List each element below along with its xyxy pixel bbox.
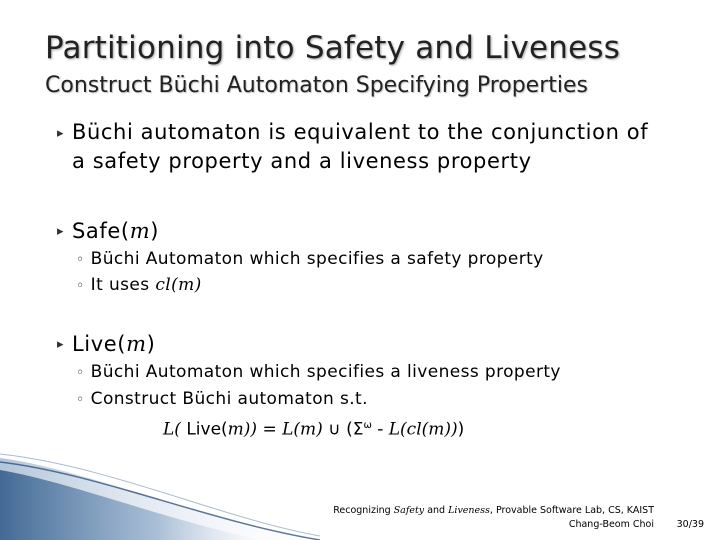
omega-superscript: ω	[363, 420, 372, 431]
bullet-2-text	[72, 217, 159, 246]
sub-bullet-safety-1	[76, 246, 544, 273]
sub-bullet-liveness-2	[76, 386, 368, 413]
bullet-1-line-1: Büchi automaton is equivalent to the conjunction of	[72, 120, 649, 144]
bullet-1-text	[72, 118, 648, 176]
closure-term: cl(m)	[155, 275, 202, 295]
formula-part: )	[457, 419, 465, 440]
sub-bullet-text: Büchi Automaton which specifies a safety property	[90, 249, 544, 269]
bullet-arrow-icon: ▸	[57, 126, 64, 141]
formula-part: L(m)	[282, 419, 323, 440]
formula-part: m	[227, 419, 244, 440]
safe-close: )	[150, 219, 160, 243]
footer-author: Chang-Beom Choi	[568, 519, 654, 530]
bullet-3-text	[72, 330, 155, 359]
sub-bullet-ring-icon: ◦	[76, 252, 85, 268]
bullet-arrow-icon: ▸	[57, 337, 64, 352]
footer-text: Liveness	[448, 505, 490, 516]
formula-part: -	[371, 419, 389, 440]
footer-text: Recognizing	[333, 505, 394, 516]
formula-part: L(	[163, 419, 181, 440]
bullet-1-line-2: a safety property and a liveness property	[72, 149, 532, 173]
footer-text: and	[424, 505, 449, 516]
formula-part: Live(	[180, 419, 228, 440]
slide-title: Partitioning into Safety and Liveness	[45, 30, 621, 66]
live-arg: m	[126, 332, 147, 356]
live-close: )	[146, 332, 156, 356]
safe-arg: m	[129, 219, 151, 243]
formula-part: L(cl(m))	[388, 419, 458, 440]
decorative-swoosh	[0, 440, 320, 540]
sub-bullet-text: It uses	[90, 275, 156, 295]
slide-subtitle: Construct Büchi Automaton Specifying Properties	[45, 73, 588, 98]
footer-text: , Provable Software Lab, CS, KAIST	[489, 505, 654, 516]
sub-bullet-ring-icon: ◦	[76, 392, 85, 408]
sub-bullet-liveness-1	[76, 359, 561, 386]
sub-bullet-safety-2	[76, 272, 202, 299]
footer-text: Safety	[393, 505, 425, 516]
bullet-arrow-icon: ▸	[57, 224, 64, 239]
page-number: 30/39	[676, 519, 704, 530]
formula-part: )) =	[243, 419, 283, 440]
live-formula	[163, 413, 464, 443]
live-label: Live(	[72, 332, 127, 356]
footer-line-1	[333, 504, 654, 518]
safe-label: Safe(	[72, 219, 130, 243]
sub-bullet-ring-icon: ◦	[76, 278, 85, 294]
sub-bullet-ring-icon: ◦	[76, 365, 85, 381]
formula-part: ∪ (Σ	[322, 419, 364, 440]
sub-bullet-text: Büchi Automaton which specifies a liveness property	[90, 362, 561, 382]
footer	[333, 504, 654, 532]
sub-bullet-text: Construct Büchi automaton s.t.	[90, 389, 368, 409]
